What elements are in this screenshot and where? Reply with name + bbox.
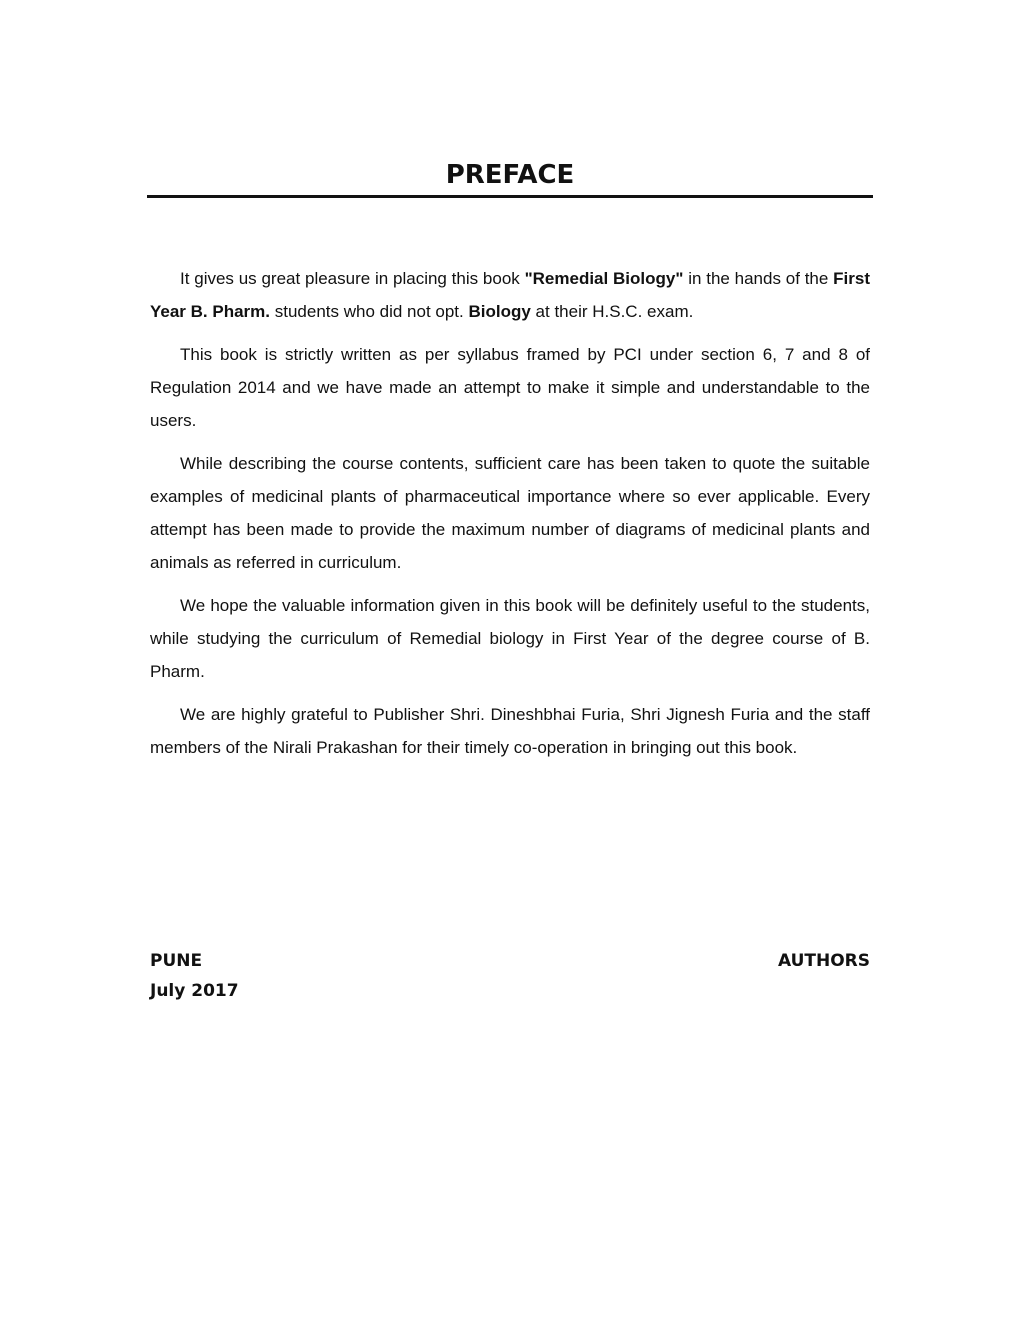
paragraph-2: This book is strictly written as per syllabus framed by PCI under section 6, 7 and 8 of Regulation 2014 and we have made an attempt to make it simple and understandable to the users. [150,345,870,430]
paragraph-3: While describing the course contents, sufficient care has been taken to quote the suitable examples of medicinal plants of pharmaceutical importance where so ever applicable. Every attempt has been made to provide the maximum number of diagrams of medicinal plants and animals as referred in curriculum. [150,454,870,572]
document-page [150,0,870,1320]
preface-body [150,262,870,774]
p1-text-c: in the hands of the [683,269,834,288]
paragraph-4: We hope the valuable information given in this book will be definitely useful to the students, while studying the curriculum of Remedial biology in First Year of the degree course of B. Pharm. [150,596,870,681]
signature-authors: AUTHORS [777,951,870,971]
p1-text-a: It gives us great pleasure in placing this book [180,269,525,288]
course-name: First Year B. Pharm. [150,269,870,321]
page-title: PREFACE [445,160,575,190]
subject-name: Biology [468,302,531,321]
paragraph-1 [150,262,870,328]
signature-place: PUNE [150,951,203,971]
paragraph-5: We are highly grateful to Publisher Shri. Dineshbhai Furia, Shri Jignesh Furia and the staff members of the Nirali Prakashan for their timely co-operation in bringing out this book. [150,705,870,757]
book-title: "Remedial Biology" [524,269,684,288]
p1-text-g: at their H.S.C. exam. [530,302,694,321]
signature-date: July 2017 [150,981,239,1001]
title-underline [147,195,873,198]
p1-text-e: students who did not opt. [270,302,469,321]
